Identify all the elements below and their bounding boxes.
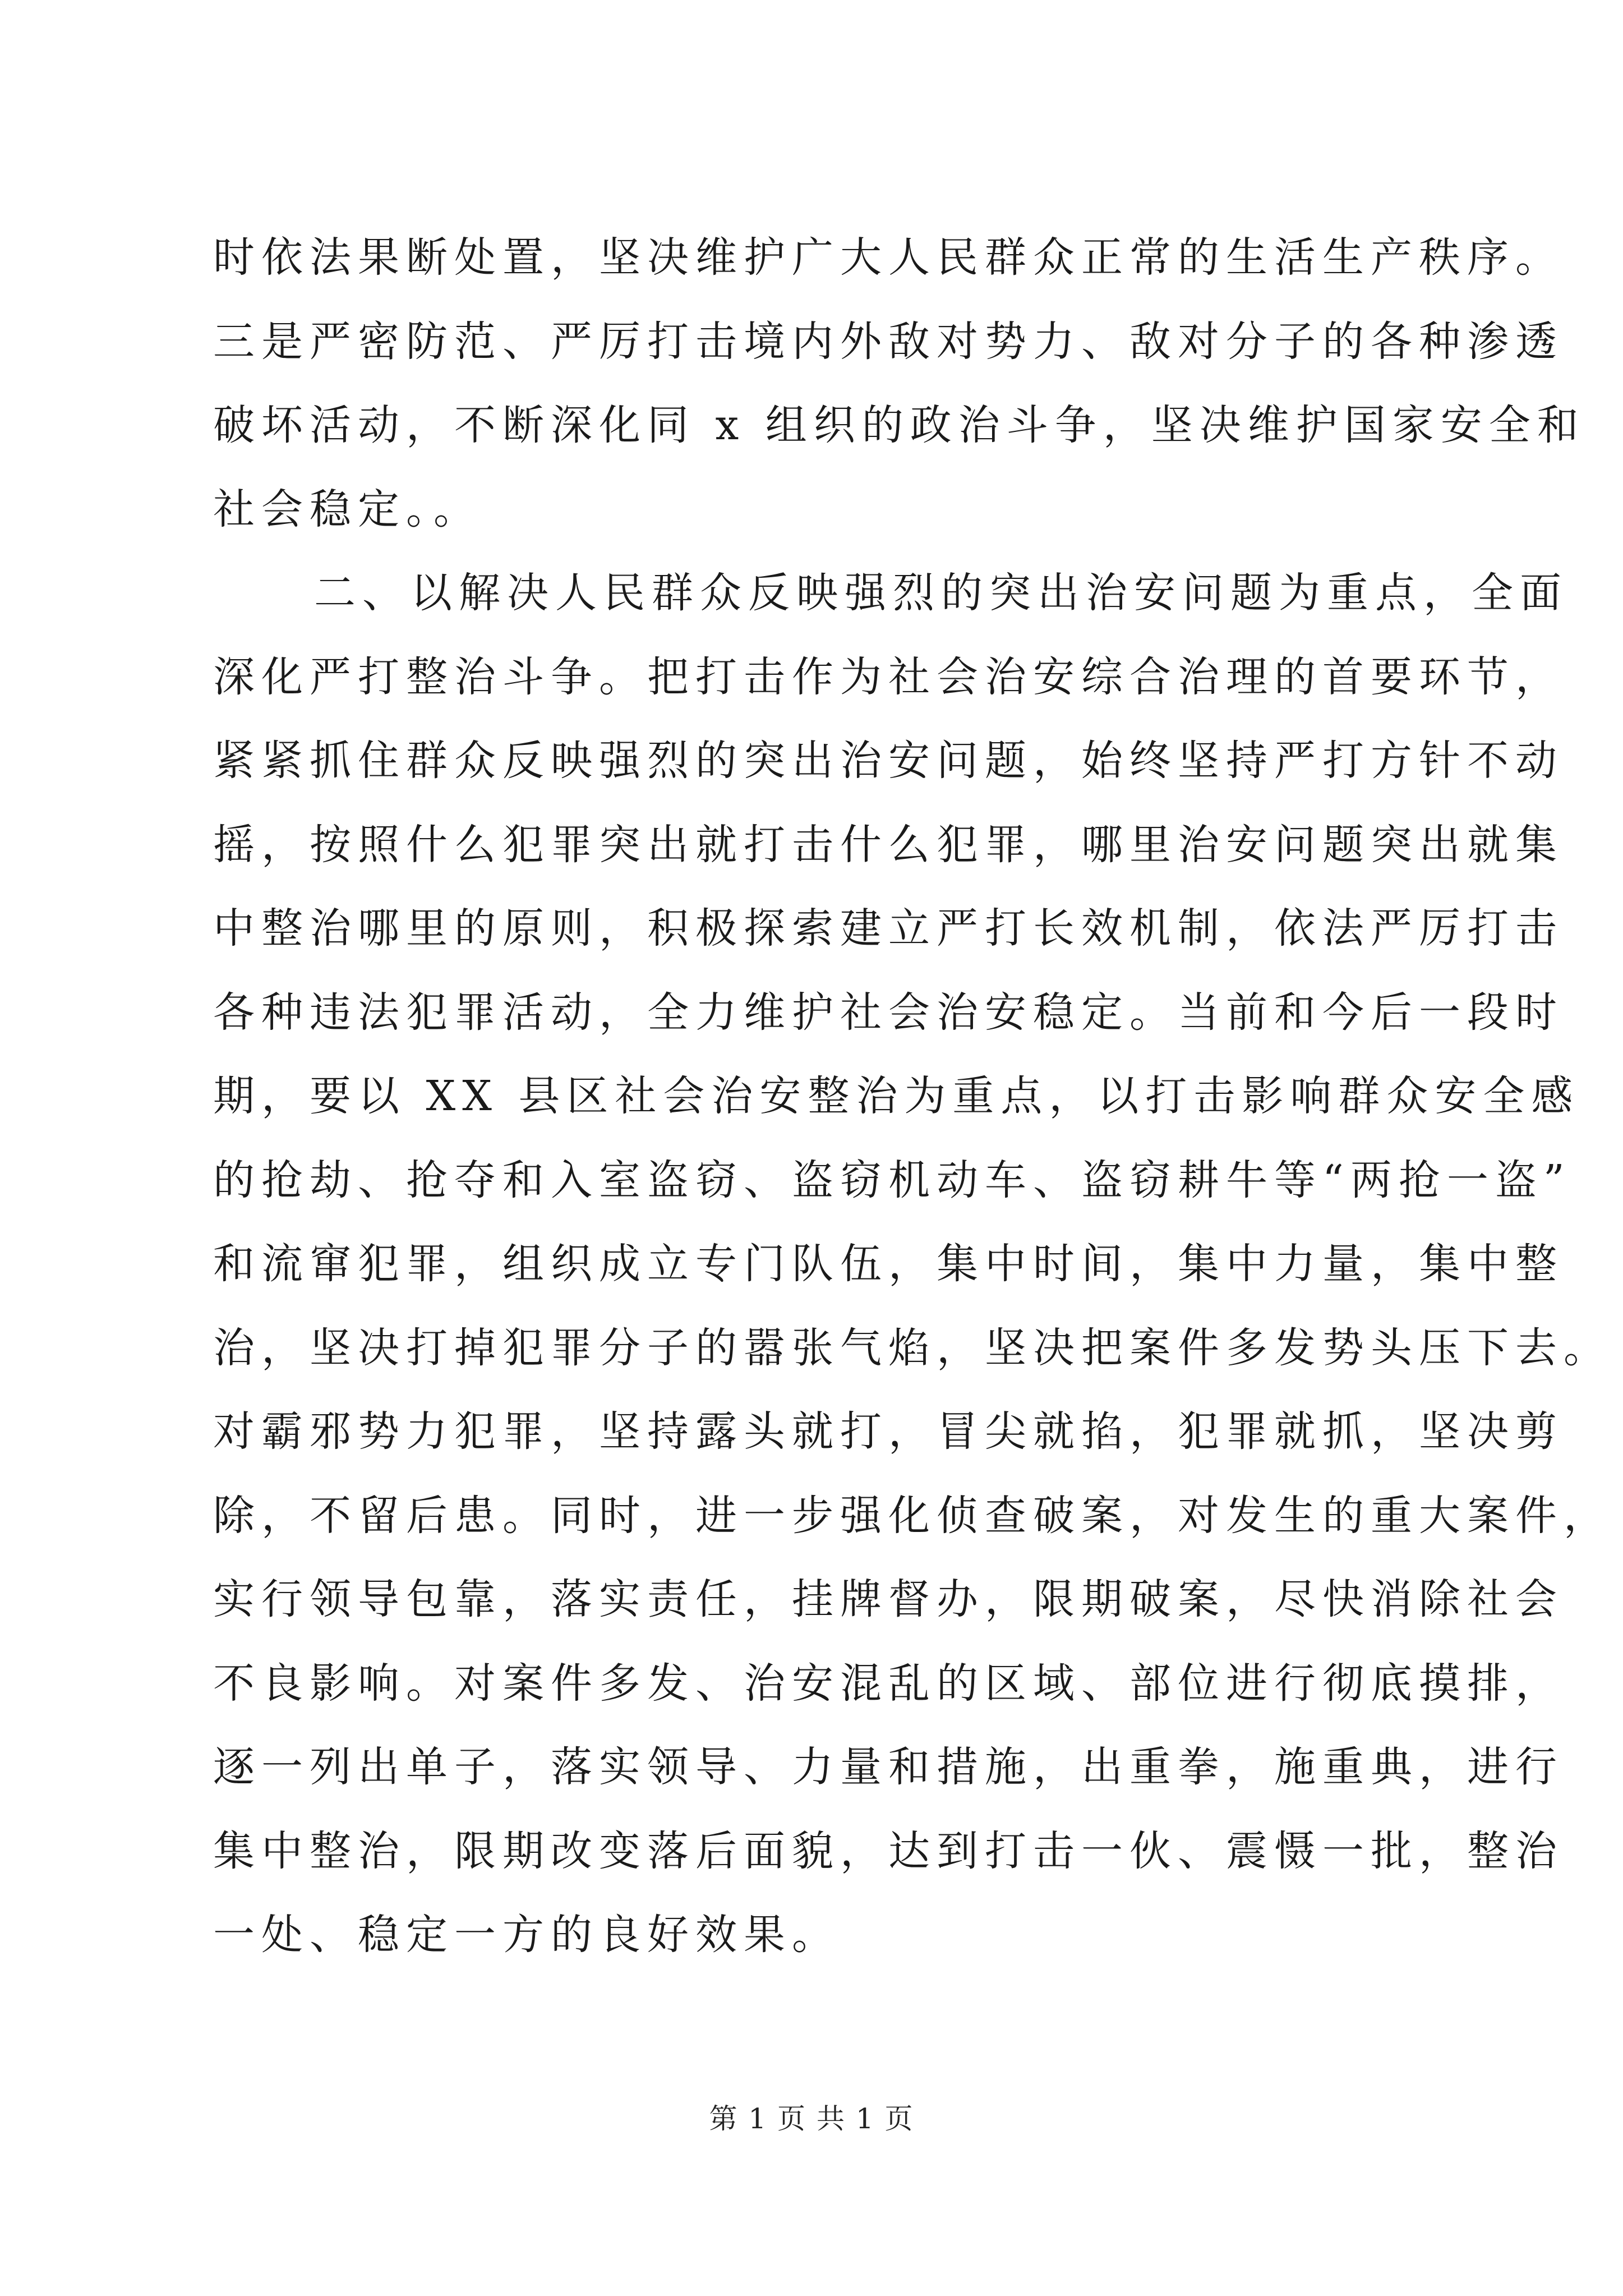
text-line: 中整治哪里的原则，积极探索建立严打长效机制，依法严厉打击 [213, 904, 1564, 953]
text-line: 期，要以 XX 县区社会治安整治为重点，以打击影响群众安全感 [213, 1072, 1580, 1120]
text-line: 二、以解决人民群众反映强烈的突出治安问题为重点，全面 [314, 569, 1568, 617]
text-line: 除，不留后患。同时，进一步强化侦查破案，对发生的重大案件， [213, 1491, 1612, 1540]
text-line: 深化严打整治斗争。把打击作为社会治安综合治理的首要环节， [213, 652, 1564, 701]
text-line: 社会稳定。。 [213, 485, 482, 533]
body-text [213, 216, 1612, 1977]
text-line: 逐一列出单子，落实领导、力量和措施，出重拳，施重典，进行 [213, 1743, 1564, 1791]
text-line: 的抢劫、抢夺和入室盗窃、盗窃机动车、盗窃耕牛等“两抢一盗” [213, 1156, 1571, 1204]
page-number-label: 第 1 页 共 1 页 [709, 2102, 914, 2135]
text-line: 不良影响。对案件多发、治安混乱的区域、部位进行彻底摸排， [213, 1659, 1564, 1708]
text-line: 时依法果断处置，坚决维护广大人民群众正常的生活生产秩序。 [213, 233, 1564, 282]
page-footer [0, 2099, 1623, 2138]
text-line: 三是严密防范、严厉打击境内外敌对势力、敌对分子的各种渗透 [213, 317, 1564, 366]
text-line: 集中整治，限期改变落后面貌，达到打击一伙、震慑一批，整治 [213, 1826, 1564, 1875]
text-line: 一处、稳定一方的良好效果。 [213, 1911, 840, 1959]
text-line: 和流窜犯罪，组织成立专门队伍，集中时间，集中力量，集中整 [213, 1240, 1564, 1288]
text-line: 治，坚决打掉犯罪分子的嚣张气焰，坚决把案件多发势头压下去。 [213, 1323, 1612, 1372]
text-line: 破坏活动，不断深化同 x 组织的政治斗争，坚决维护国家安全和 [213, 401, 1585, 449]
text-line: 摇，按照什么犯罪突出就打击什么犯罪，哪里治安问题突出就集 [213, 820, 1564, 869]
text-line: 紧紧抓住群众反映强烈的突出治安问题，始终坚持严打方针不动 [213, 737, 1564, 785]
text-line: 实行领导包靠，落实责任，挂牌督办，限期破案，尽快消除社会 [213, 1575, 1564, 1623]
text-line: 各种违法犯罪活动，全力维护社会治安稳定。当前和今后一段时 [213, 988, 1564, 1037]
text-line: 对霸邪势力犯罪，坚持露头就打，冒尖就掐，犯罪就抓，坚决剪 [213, 1407, 1564, 1456]
